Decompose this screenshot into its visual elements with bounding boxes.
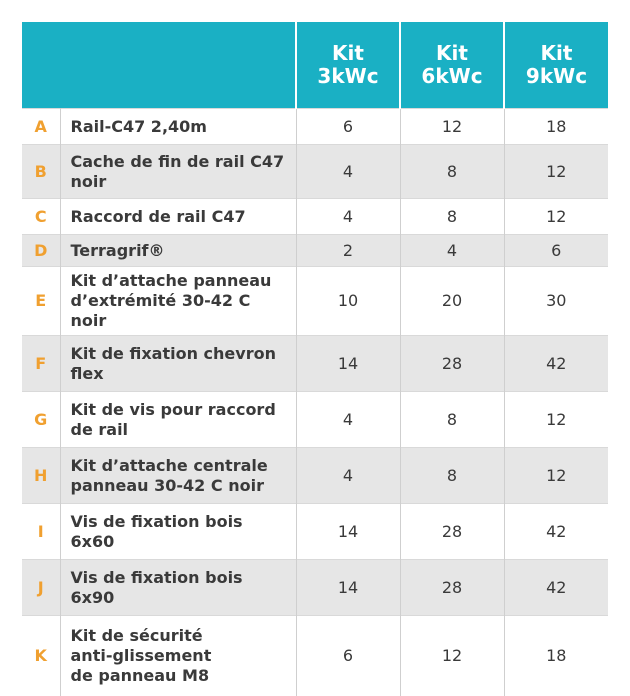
row-quantity-9kwc: 18 [504, 109, 608, 145]
row-label-line: d’extrémité 30-42 C noir [70, 291, 251, 330]
row-label-line: Vis de fixation bois [70, 511, 243, 531]
row-label-line: flex [70, 363, 104, 383]
table-row [22, 336, 608, 392]
kit-table-container [22, 22, 608, 696]
row-label-line: Kit d’attache panneau [70, 271, 272, 290]
row-quantity-3kwc: 14 [296, 504, 400, 560]
row-quantity-6kwc: 8 [400, 145, 504, 199]
row-letter: A [22, 109, 60, 145]
row-quantity-3kwc: 14 [296, 560, 400, 616]
row-label-line: Terragrif® [70, 240, 165, 260]
row-quantity-3kwc: 6 [296, 616, 400, 696]
header-kit-word: Kit [332, 41, 364, 65]
row-quantity-6kwc: 20 [400, 267, 504, 336]
row-letter: H [22, 448, 60, 504]
row-letter: B [22, 145, 60, 199]
row-letter: C [22, 199, 60, 235]
row-quantity-6kwc: 12 [400, 109, 504, 145]
row-label [60, 504, 296, 560]
row-quantity-9kwc: 12 [504, 392, 608, 448]
row-letter: F [22, 336, 60, 392]
row-quantity-6kwc: 12 [400, 616, 504, 696]
header-kit-word: Kit [436, 41, 468, 65]
header-kit-word: Kit [540, 41, 573, 65]
table-row [22, 504, 608, 560]
row-quantity-9kwc: 42 [504, 560, 608, 616]
row-letter: K [22, 616, 60, 696]
row-quantity-3kwc: 4 [296, 448, 400, 504]
header-label-cell [60, 22, 296, 109]
row-quantity-6kwc: 8 [400, 448, 504, 504]
row-label-line: Kit de vis pour raccord [70, 399, 276, 419]
table-row [22, 145, 608, 199]
header-kit-6kwc [400, 22, 504, 109]
table-row [22, 199, 608, 235]
row-label [60, 235, 296, 267]
row-quantity-3kwc: 4 [296, 392, 400, 448]
row-letter: E [22, 267, 60, 336]
row-quantity-6kwc: 28 [400, 336, 504, 392]
row-letter: G [22, 392, 60, 448]
row-label [60, 145, 296, 199]
row-letter: J [22, 560, 60, 616]
row-label-line: Kit d’attache centrale [70, 455, 268, 475]
table-row [22, 109, 608, 145]
row-quantity-6kwc: 8 [400, 199, 504, 235]
row-label-line: Rail-C47 2,40m [70, 116, 207, 136]
row-label [60, 392, 296, 448]
row-quantity-6kwc: 28 [400, 504, 504, 560]
row-quantity-3kwc: 10 [296, 267, 400, 336]
row-label [60, 616, 296, 696]
row-quantity-9kwc: 12 [504, 448, 608, 504]
table-row [22, 448, 608, 504]
row-label [60, 199, 296, 235]
row-quantity-6kwc: 4 [400, 235, 504, 267]
row-quantity-9kwc: 12 [504, 199, 608, 235]
row-quantity-9kwc: 30 [504, 267, 608, 336]
header-kit-power: 3kWc [317, 64, 379, 88]
row-label-line: Raccord de rail C47 [70, 206, 246, 226]
header-letter-cell [22, 22, 60, 109]
row-quantity-9kwc: 42 [504, 336, 608, 392]
row-label [60, 267, 296, 336]
kit-components-table [22, 22, 608, 696]
row-label [60, 109, 296, 145]
row-label-line: de panneau M8 [70, 665, 210, 685]
row-quantity-3kwc: 4 [296, 199, 400, 235]
row-quantity-3kwc: 2 [296, 235, 400, 267]
header-kit-3kwc [296, 22, 400, 109]
row-label-line: 6x90 [70, 587, 115, 607]
row-label-line: Kit de fixation chevron [70, 343, 276, 363]
row-label [60, 560, 296, 616]
header-kit-power: 9kWc [525, 64, 588, 88]
row-label-line: Cache de fin de rail C47 [70, 151, 285, 171]
row-quantity-3kwc: 6 [296, 109, 400, 145]
row-label-line: de rail [70, 419, 129, 439]
table-row [22, 616, 608, 696]
table-row [22, 560, 608, 616]
row-label-line: Kit de sécurité [70, 625, 203, 645]
row-label [60, 336, 296, 392]
row-label-line: Vis de fixation bois [70, 567, 243, 587]
row-letter: D [22, 235, 60, 267]
header-kit-power: 6kWc [421, 64, 483, 88]
row-quantity-9kwc: 6 [504, 235, 608, 267]
row-label-line: anti-glissement [70, 645, 212, 665]
table-row [22, 235, 608, 267]
row-quantity-9kwc: 12 [504, 145, 608, 199]
row-quantity-6kwc: 8 [400, 392, 504, 448]
row-label-line: 6x60 [70, 531, 115, 551]
row-letter: I [22, 504, 60, 560]
row-quantity-9kwc: 18 [504, 616, 608, 696]
header-kit-9kwc [504, 22, 608, 109]
table-row [22, 392, 608, 448]
row-label [60, 448, 296, 504]
row-quantity-3kwc: 4 [296, 145, 400, 199]
row-quantity-6kwc: 28 [400, 560, 504, 616]
table-row [22, 267, 608, 336]
table-header-row [22, 22, 608, 109]
row-quantity-3kwc: 14 [296, 336, 400, 392]
row-label-line: panneau 30-42 C noir [70, 475, 264, 495]
row-quantity-9kwc: 42 [504, 504, 608, 560]
row-label-line: noir [70, 171, 107, 191]
